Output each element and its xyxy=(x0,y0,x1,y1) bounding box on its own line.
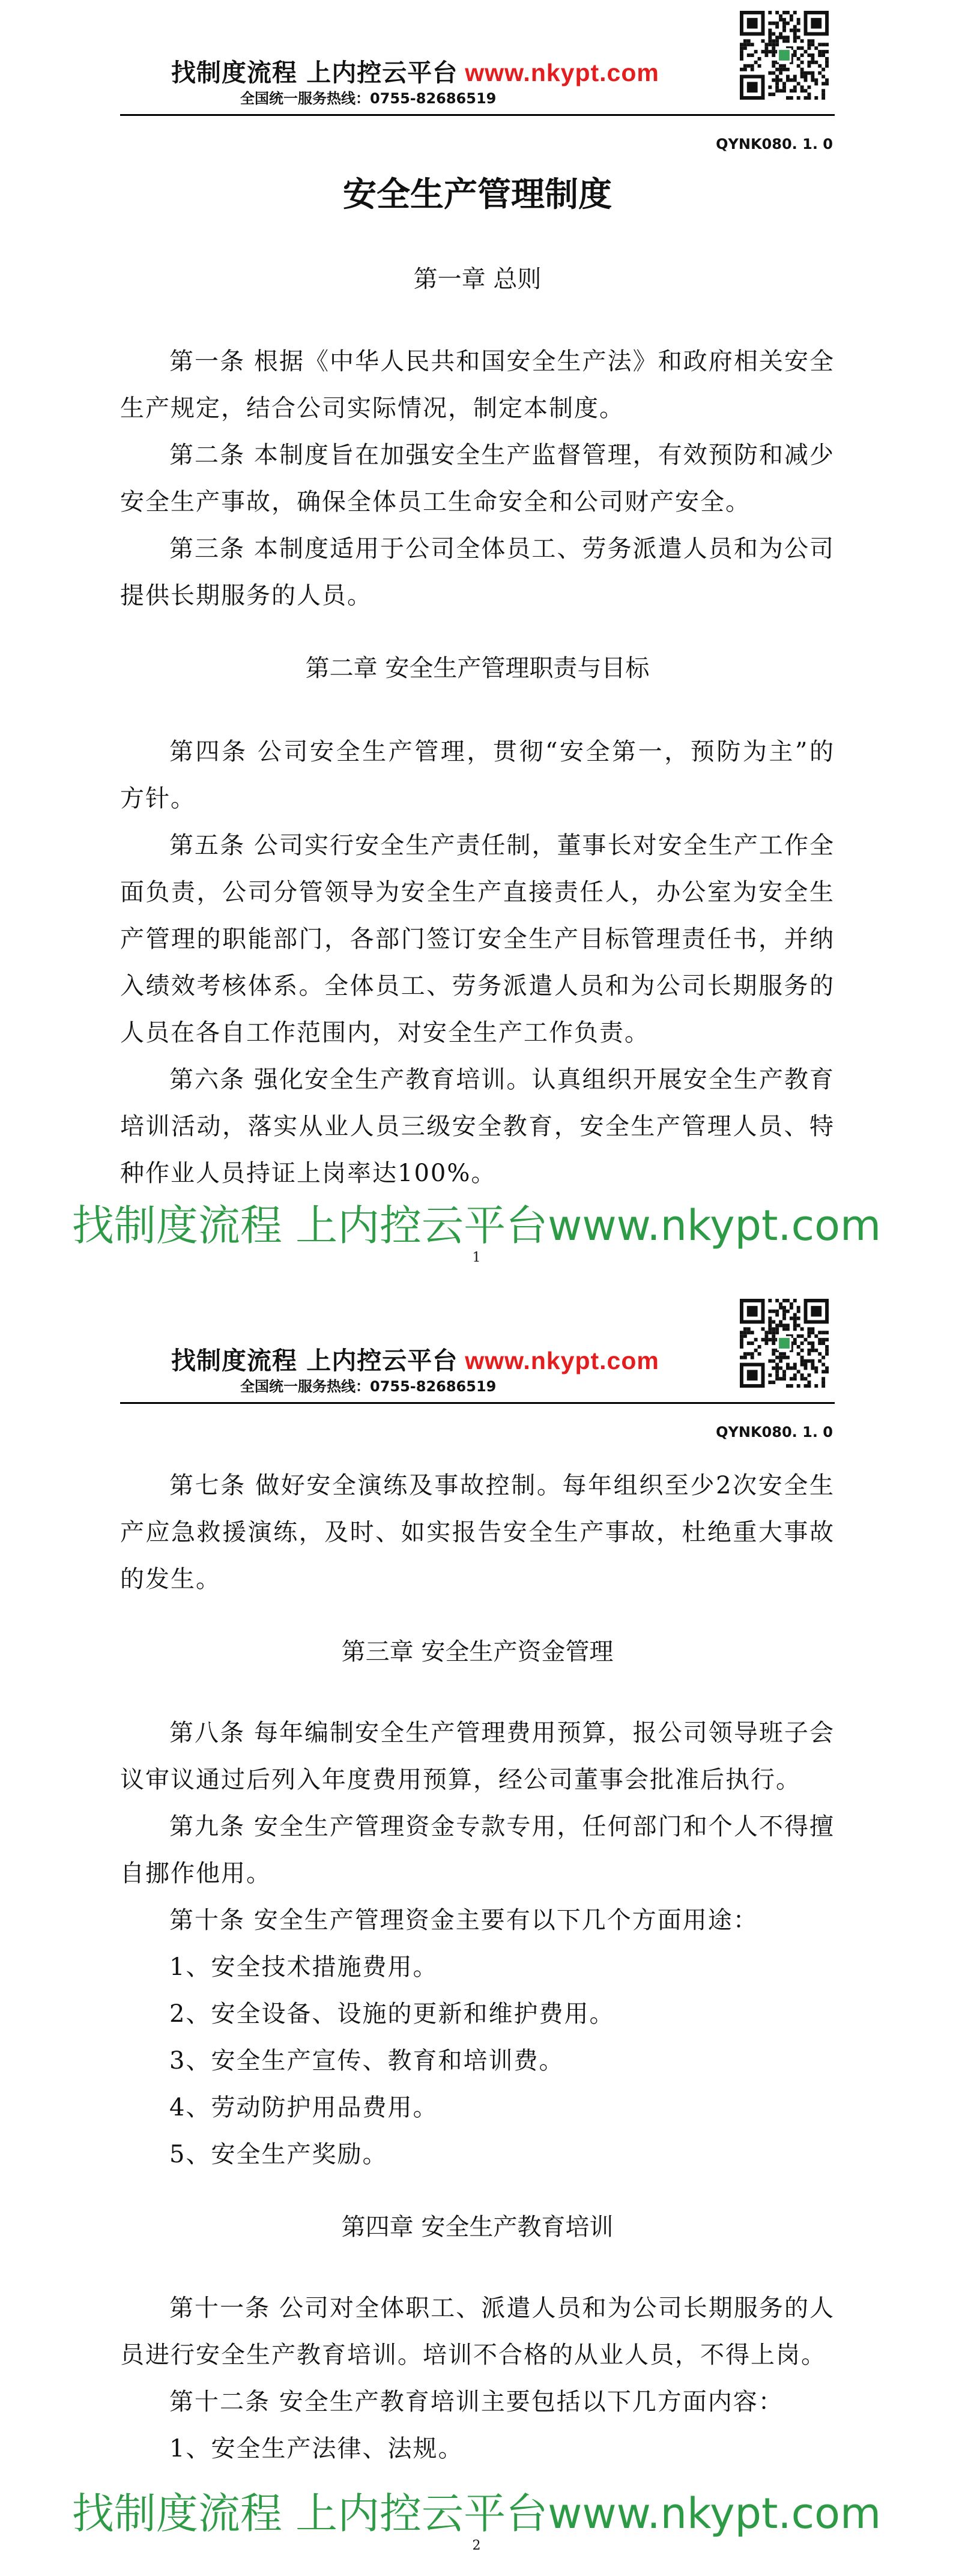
header-title xyxy=(171,53,659,88)
chapter-2-heading: 第二章 安全生产管理职责与目标 xyxy=(305,655,650,682)
document-code: QYNK080. 1. 0 xyxy=(716,1424,833,1441)
chapter-3-heading: 第三章 安全生产资金管理 xyxy=(341,1638,614,1666)
article-12: 第十二条 安全生产教育培训主要包括以下几方面内容： xyxy=(169,2388,784,2416)
article-3: 第三条 本制度适用于公司全体员工、劳务派遣人员和为公司提供长期服务的人员。 xyxy=(120,535,835,609)
header-site-link[interactable]: www.nkypt.com xyxy=(465,59,659,86)
article-5: 第五条 公司实行安全生产责任制，董事长对安全生产工作全面负责，公司分管领导为安全生产直接责任人，办公室为安全生产管理的职能部门，各部门签订安全生产目标管理责任书，并纳入绩效考核体系。全体员工、劳务派遣人员和为公司长期服务的人员在各自工作范围内，对安全生产工作负责。 xyxy=(120,832,835,1047)
chapter-4-heading: 第四章 安全生产教育培训 xyxy=(341,2213,614,2241)
article-8: 第八条 每年编制安全生产管理费用预算，报公司领导班子会议审议通过后列入年度费用预算，经公司董事会批准后执行。 xyxy=(120,1719,835,1794)
article-7: 第七条 做好安全演练及事故控制。每年组织至少2次安全生产应急救援演练，及时、如实报告安全生产事故，杜绝重大事故的发生。 xyxy=(120,1472,835,1593)
page-number: 1 xyxy=(472,1250,481,1265)
fund-use-item: 5、安全生产奖励。 xyxy=(169,2141,388,2168)
header-title xyxy=(171,1341,659,1376)
article-11: 第十一条 公司对全体职工、派遣人员和为公司长期服务的人员进行安全生产教育培训。培训不合格的从业人员，不得上岗。 xyxy=(120,2294,835,2369)
article-4: 第四条 公司安全生产管理，贯彻“安全第一，预防为主”的方针。 xyxy=(120,738,835,812)
training-item: 1、安全生产法律、法规。 xyxy=(169,2435,464,2463)
page-2-content xyxy=(120,1462,835,2472)
footer-watermark: 找制度流程 上内控云平台www.nkypt.com xyxy=(71,1201,882,1250)
header-platform-name: 找制度流程 上内控云平台 xyxy=(171,58,458,87)
fund-use-item: 2、安全设备、设施的更新和维护费用。 xyxy=(169,2000,615,2028)
header-divider xyxy=(120,114,835,116)
article-2: 第二条 本制度旨在加强安全生产监督管理，有效预防和减少安全生产事故，确保全体员工生命安全和公司财产安全。 xyxy=(120,441,835,516)
header-platform-name: 找制度流程 上内控云平台 xyxy=(171,1346,458,1375)
header-site-link[interactable]: www.nkypt.com xyxy=(465,1347,659,1374)
article-10: 第十条 安全生产管理资金主要有以下几个方面用途： xyxy=(169,1906,758,1934)
header-hotline: 全国统一服务热线：0755-82686519 xyxy=(240,90,497,107)
fund-use-item: 4、劳动防护用品费用。 xyxy=(169,2094,438,2121)
document-code: QYNK080. 1. 0 xyxy=(716,136,833,153)
document-title: 安全生产管理制度 xyxy=(343,175,612,214)
header-divider xyxy=(120,1402,835,1404)
fund-use-item: 3、安全生产宣传、教育和培训费。 xyxy=(169,2047,564,2075)
fund-use-item: 1、安全技术措施费用。 xyxy=(169,1953,438,1981)
chapter-1-heading: 第一章 总则 xyxy=(413,265,542,293)
article-6: 第六条 强化安全生产教育培训。认真组织开展安全生产教育培训活动，落实从业人员三级安全教育，安全生产管理人员、特种作业人员持证上岗率达100%。 xyxy=(120,1066,835,1187)
footer-watermark: 找制度流程 上内控云平台www.nkypt.com xyxy=(71,2489,882,2538)
qr-code-icon xyxy=(740,1299,829,1388)
article-9: 第九条 安全生产管理资金专款专用，任何部门和个人不得擅自挪作他用。 xyxy=(120,1813,835,1887)
header-hotline: 全国统一服务热线：0755-82686519 xyxy=(240,1378,497,1395)
article-1: 第一条 根据《中华人民共和国安全生产法》和政府相关安全生产规定，结合公司实际情况，制定本制度。 xyxy=(120,348,835,422)
document-page-2 xyxy=(0,1288,953,2576)
page-number: 2 xyxy=(472,2538,481,2553)
qr-code-icon xyxy=(740,11,829,100)
page-1-content xyxy=(120,171,835,1197)
